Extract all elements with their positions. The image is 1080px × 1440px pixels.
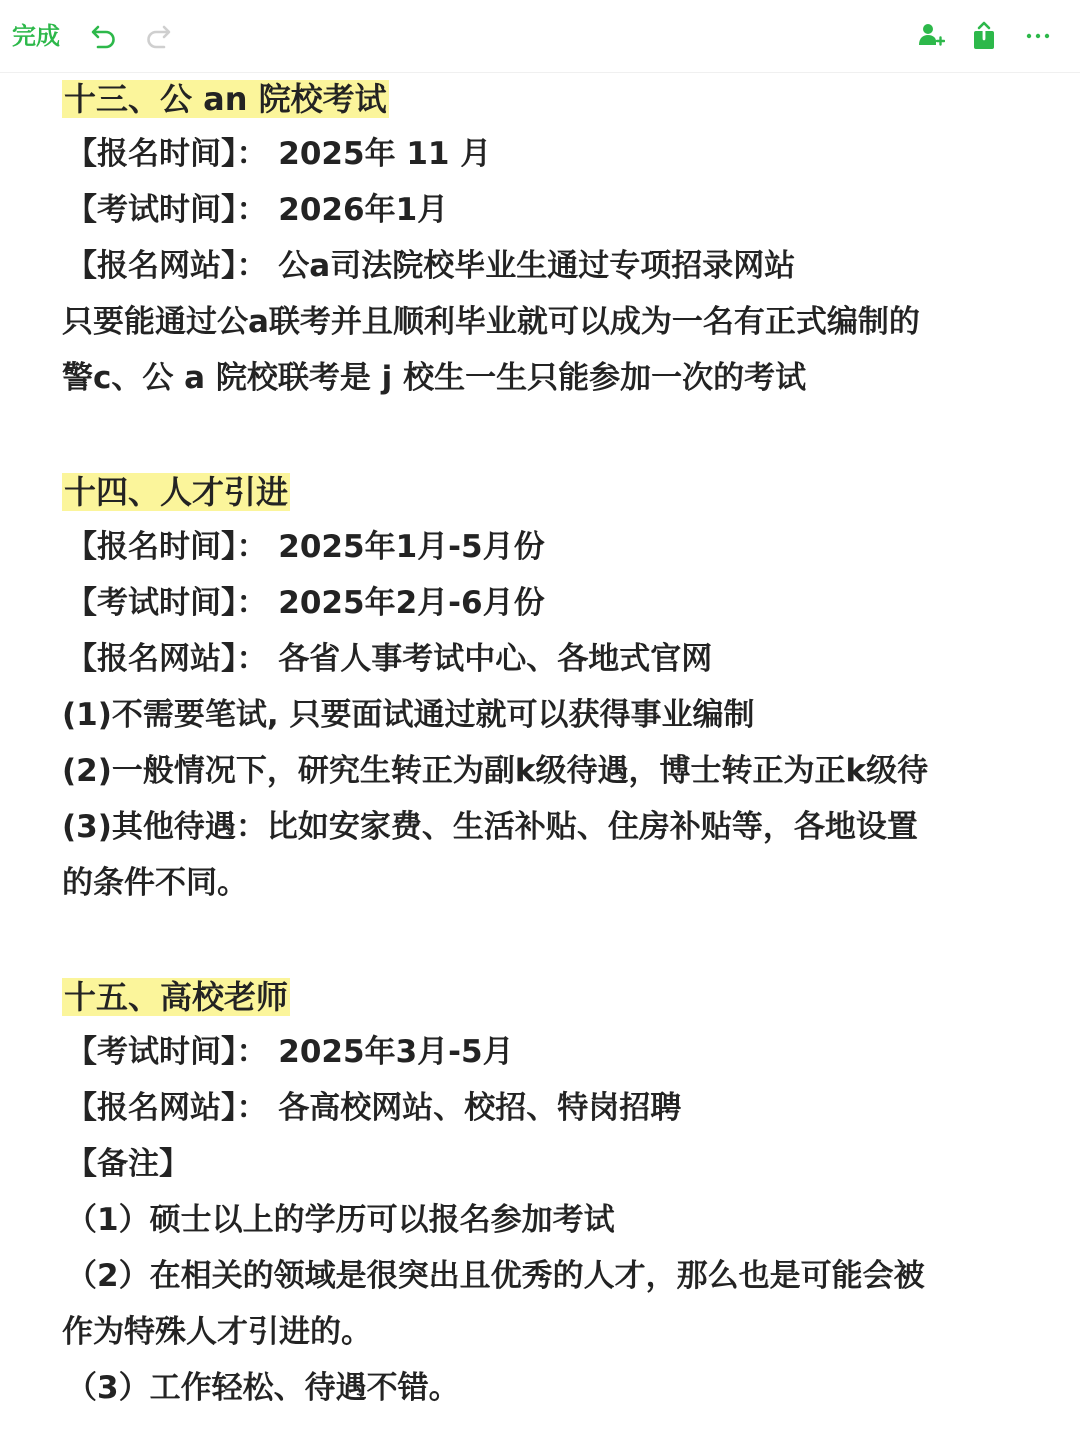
editor-toolbar (0, 0, 1080, 73)
section-13-note-line-1: 只要能通过公a联考并且顺利毕业就可以成为一名有正式编制的 (62, 304, 920, 340)
section-15-item-2-line-2: 作为特殊人才引进的。 (62, 1314, 372, 1350)
section-13-signup-time: 【报名时间】： 2025年 11 月 (66, 136, 492, 172)
section-15-item-1: （1）硕士以上的学历可以报名参加考试 (66, 1202, 615, 1238)
section-15-website: 【报名网站】： 各高校网站、校招、特岗招聘 (66, 1090, 682, 1126)
section-14-heading (62, 467, 290, 517)
section-15-heading-highlight: 十五、高校老师 (64, 978, 289, 1016)
section-14-item-3-line-1: (3)其他待遇：比如安家费、生活补贴、住房补贴等，各地设置 (62, 809, 918, 845)
share-upload-icon[interactable] (966, 18, 1002, 54)
undo-icon[interactable] (86, 18, 122, 54)
note-body[interactable] (0, 72, 1080, 1440)
redo-icon[interactable] (140, 18, 176, 54)
section-14-item-2: (2)一般情况下，研究生转正为副k级待遇，博士转正为正k级待 (62, 753, 929, 789)
add-user-icon[interactable] (912, 18, 948, 54)
section-13-website: 【报名网站】： 公a司法院校毕业生通过专项招录网站 (66, 248, 796, 284)
section-14-signup-time: 【报名时间】： 2025年1月-5月份 (66, 529, 545, 565)
section-15-heading (62, 972, 290, 1022)
section-13-note-line-2: 警c、公 a 院校联考是 j 校生一生只能参加一次的考试 (62, 360, 807, 396)
section-13-heading (62, 74, 389, 124)
section-14-item-3-line-2: 的条件不同。 (62, 865, 248, 901)
section-13-heading-highlight: 十三、公 an 院校考试 (64, 80, 387, 118)
section-13-exam-time: 【考试时间】： 2026年1月 (66, 192, 449, 228)
section-15-item-2-line-1: （2）在相关的领域是很突出且优秀的人才，那么也是可能会被 (66, 1258, 925, 1294)
done-button[interactable]: 完成 (12, 22, 60, 50)
section-14-item-1: (1)不需要笔试, 只要面试通过就可以获得事业编制 (62, 697, 755, 733)
section-14-heading-highlight: 十四、人才引进 (64, 473, 289, 511)
section-15-exam-time: 【考试时间】： 2025年3月-5月 (66, 1034, 514, 1070)
section-15-item-3: （3）工作轻松、待遇不错。 (66, 1370, 460, 1406)
section-14-exam-time: 【考试时间】： 2025年2月-6月份 (66, 585, 545, 621)
section-14-website: 【报名网站】： 各省人事考试中心、各地式官网 (66, 641, 713, 677)
more-icon[interactable] (1020, 18, 1056, 54)
section-15-remark-label: 【备注】 (66, 1146, 190, 1182)
